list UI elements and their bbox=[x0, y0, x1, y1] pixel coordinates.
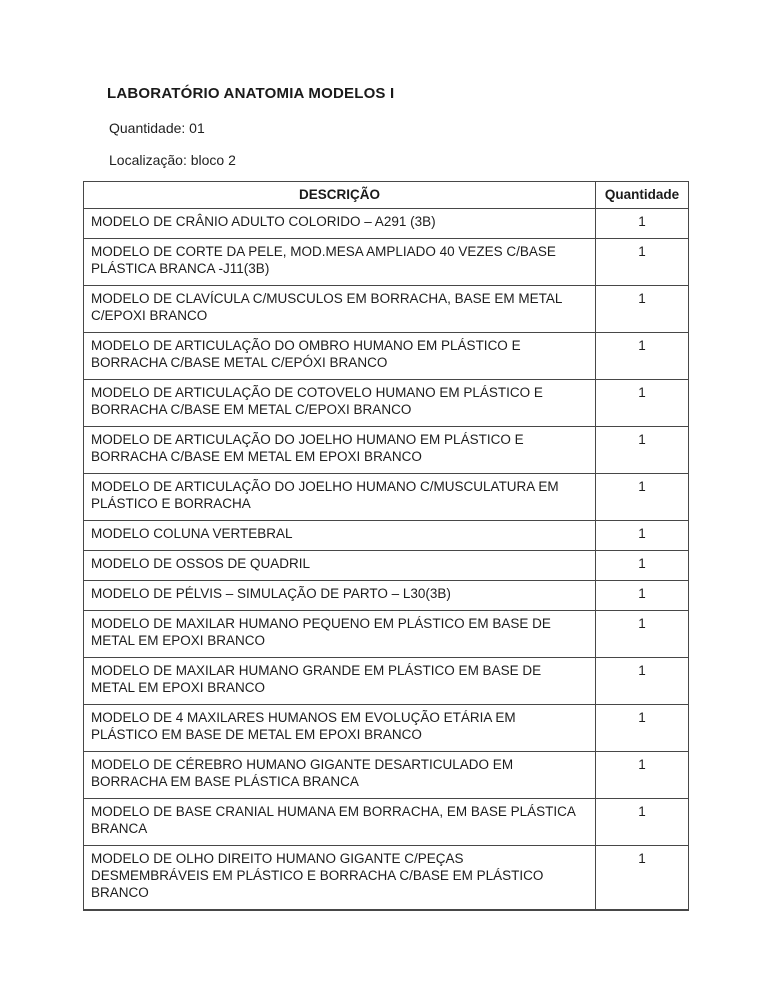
description-cell: MODELO DE CLAVÍCULA C/MUSCULOS EM BORRACHA, BASE EM METAL C/EPOXI BRANCO bbox=[84, 286, 596, 333]
table-row bbox=[84, 551, 689, 581]
table-row bbox=[84, 846, 689, 911]
table-row bbox=[84, 209, 689, 239]
description-cell: MODELO DE 4 MAXILARES HUMANOS EM EVOLUÇÃO ETÁRIA EM PLÁSTICO EM BASE DE METAL EM EPOXI BRANCO bbox=[84, 705, 596, 752]
table-row bbox=[84, 611, 689, 658]
description-cell: MODELO DE CÉREBRO HUMANO GIGANTE DESARTICULADO EM BORRACHA EM BASE PLÁSTICA BRANCA bbox=[84, 752, 596, 799]
table-row bbox=[84, 752, 689, 799]
inventory-table-body bbox=[84, 209, 689, 911]
description-cell: MODELO DE ARTICULAÇÃO DO JOELHO HUMANO C/MUSCULATURA EM PLÁSTICO E BORRACHA bbox=[84, 474, 596, 521]
quantity-cell: 1 bbox=[596, 846, 689, 911]
quantity-cell: 1 bbox=[596, 209, 689, 239]
description-cell: MODELO DE OLHO DIREITO HUMANO GIGANTE C/PEÇAS DESMEMBRÁVEIS EM PLÁSTICO E BORRACHA C/BASE EM PLÁSTICO BRANCO bbox=[84, 846, 596, 911]
description-cell: MODELO DE CRÂNIO ADULTO COLORIDO – A291 (3B) bbox=[84, 209, 596, 239]
inventory-table-header bbox=[84, 182, 689, 209]
quantity-column-header: Quantidade bbox=[596, 182, 689, 209]
quantity-cell: 1 bbox=[596, 427, 689, 474]
quantity-cell: 1 bbox=[596, 658, 689, 705]
table-row bbox=[84, 427, 689, 474]
description-cell: MODELO DE MAXILAR HUMANO PEQUENO EM PLÁSTICO EM BASE DE METAL EM EPOXI BRANCO bbox=[84, 611, 596, 658]
quantity-cell: 1 bbox=[596, 239, 689, 286]
table-row bbox=[84, 474, 689, 521]
table-row bbox=[84, 581, 689, 611]
description-column-header: DESCRIÇÃO bbox=[84, 182, 596, 209]
description-cell: MODELO DE ARTICULAÇÃO DE COTOVELO HUMANO EM PLÁSTICO E BORRACHA C/BASE EM METAL C/EPOXI BRANCO bbox=[84, 380, 596, 427]
table-row bbox=[84, 521, 689, 551]
description-cell: MODELO DE MAXILAR HUMANO GRANDE EM PLÁSTICO EM BASE DE METAL EM EPOXI BRANCO bbox=[84, 658, 596, 705]
table-row bbox=[84, 239, 689, 286]
quantity-cell: 1 bbox=[596, 380, 689, 427]
quantity-line: Quantidade: 01 bbox=[109, 120, 205, 136]
quantity-cell: 1 bbox=[596, 521, 689, 551]
page-title: LABORATÓRIO ANATOMIA MODELOS I bbox=[107, 85, 395, 102]
quantity-cell: 1 bbox=[596, 705, 689, 752]
quantity-cell: 1 bbox=[596, 752, 689, 799]
description-cell: MODELO DE PÉLVIS – SIMULAÇÃO DE PARTO – L30(3B) bbox=[84, 581, 596, 611]
description-cell: MODELO DE CORTE DA PELE, MOD.MESA AMPLIADO 40 VEZES C/BASE PLÁSTICA BRANCA -J11(3B) bbox=[84, 239, 596, 286]
document-content bbox=[83, 84, 689, 911]
location-line: Localização: bloco 2 bbox=[109, 152, 236, 168]
table-row bbox=[84, 380, 689, 427]
quantity-cell: 1 bbox=[596, 581, 689, 611]
table-row bbox=[84, 799, 689, 846]
table-row bbox=[84, 705, 689, 752]
description-cell: MODELO DE OSSOS DE QUADRIL bbox=[84, 551, 596, 581]
quantity-cell: 1 bbox=[596, 286, 689, 333]
description-cell: MODELO DE ARTICULAÇÃO DO JOELHO HUMANO EM PLÁSTICO E BORRACHA C/BASE EM METAL EM EPOXI BRANCO bbox=[84, 427, 596, 474]
quantity-cell: 1 bbox=[596, 333, 689, 380]
inventory-table bbox=[83, 181, 689, 911]
quantity-cell: 1 bbox=[596, 474, 689, 521]
description-cell: MODELO COLUNA VERTEBRAL bbox=[84, 521, 596, 551]
quantity-cell: 1 bbox=[596, 611, 689, 658]
header-row bbox=[84, 182, 689, 209]
description-cell: MODELO DE BASE CRANIAL HUMANA EM BORRACHA, EM BASE PLÁSTICA BRANCA bbox=[84, 799, 596, 846]
table-row bbox=[84, 333, 689, 380]
description-cell: MODELO DE ARTICULAÇÃO DO OMBRO HUMANO EM PLÁSTICO E BORRACHA C/BASE METAL C/EPÓXI BRANCO bbox=[84, 333, 596, 380]
table-row bbox=[84, 286, 689, 333]
quantity-cell: 1 bbox=[596, 551, 689, 581]
table-row bbox=[84, 658, 689, 705]
quantity-cell: 1 bbox=[596, 799, 689, 846]
